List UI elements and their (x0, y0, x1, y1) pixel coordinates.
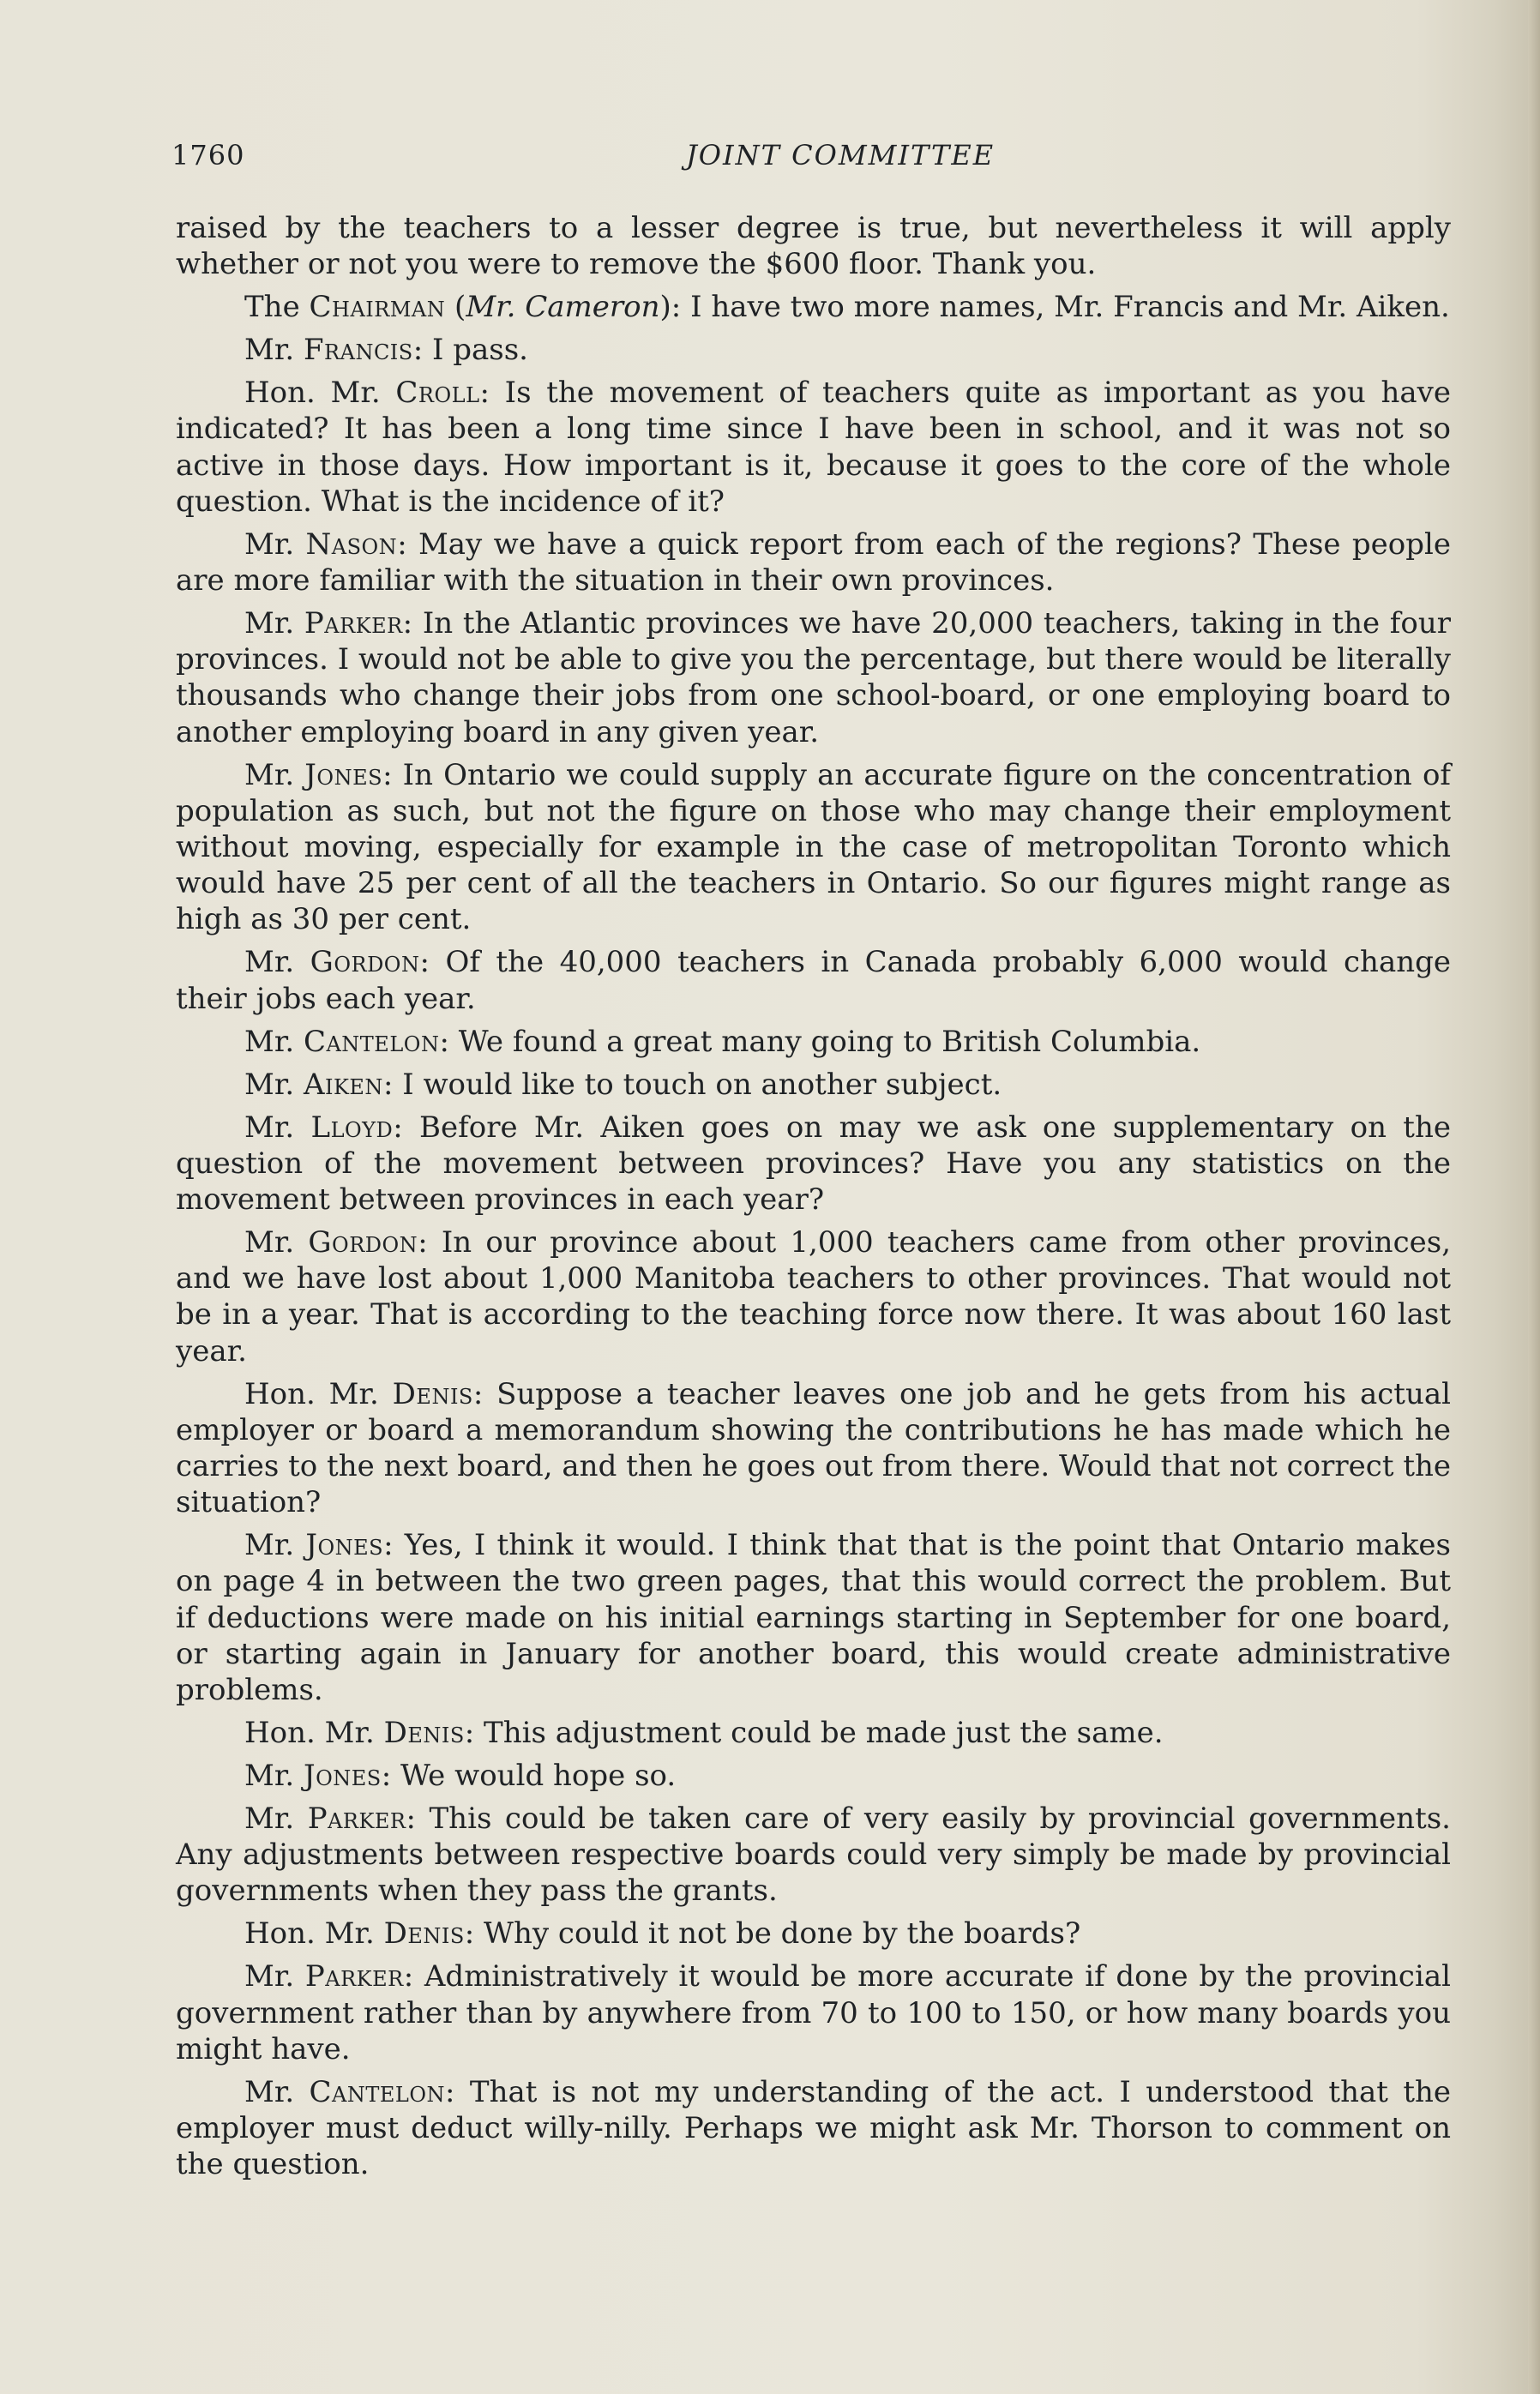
paragraph-croll: Hon. Mr. Croll: Is the movement of teachers quite as important as you have indicated? It has been a long time since I have been in school, and it was not so active in those days. How important is it, because it goes to the core of the whole question. What is the incidence of it? (176, 376, 1451, 519)
paragraph-nason: Mr. Nason: May we have a quick report from each of the regions? These people are more familiar with the situation in their own provinces. (176, 526, 1451, 598)
paragraph-aiken: Mr. Aiken: I would like to touch on another subject. (244, 1067, 1002, 1102)
speaker-name: Denis (383, 1716, 465, 1751)
speaker-name: Parker (304, 606, 403, 641)
speaker-name: Parker (307, 1802, 406, 1837)
paragraph-denis-1: Hon. Mr. Denis: Suppose a teacher leaves one job and he gets from his actual employer or board a memorandum showing the contributions he has made which he carries to the next board, and then he goes out from there. Would that not correct the situation? (176, 1376, 1451, 1520)
page-header (171, 139, 1451, 182)
speaker-name: Gordon (310, 945, 420, 980)
speaker-name: Cantelon (309, 2074, 446, 2109)
speaker-aside: Mr. Cameron (466, 290, 660, 325)
paragraph-continuation: raised by the teachers to a lesser degree is true, but nevertheless it will apply whether or not you were to remove the $600 floor. Thank you. (176, 211, 1451, 282)
speaker-name: Aiken (303, 1067, 383, 1102)
paragraph-denis-3: Hon. Mr. Denis: Why could it not be done by the boards? (244, 1916, 1081, 1952)
speaker-name: Cantelon (303, 1024, 440, 1059)
speaker-name: Chairman (309, 290, 446, 325)
speaker-name: Denis (392, 1376, 473, 1411)
paragraph-gordon-1: Mr. Gordon: Of the 40,000 teachers in Canada probably 6,000 would change their jobs each year. (176, 945, 1451, 1016)
speaker-name: Jones (303, 1759, 382, 1794)
speaker-name: Jones (304, 757, 383, 792)
transcript-body (176, 210, 1451, 2189)
paragraph-gordon-2: Mr. Gordon: In our province about 1,000 teachers came from other provinces, and we have lost about 1,000 Manitoba teachers to other provinces. That would not be in a year. That is according to the teaching force now there. It was about 160 last year. (176, 1225, 1452, 1368)
paragraph-denis-2: Hon. Mr. Denis: This adjustment could be made just the same. (244, 1716, 1164, 1751)
speaker-name: Croll (395, 376, 480, 411)
speaker-name: Nason (305, 526, 398, 562)
paragraph-jones-3: Mr. Jones: We would hope so. (244, 1759, 677, 1794)
paragraph-parker-2: Mr. Parker: This could be taken care of very easily by provincial governments. Any adjustments between respective boards could very simply be made by provincial governments when they pass the grants. (176, 1802, 1451, 1909)
paragraph-lloyd: Mr. Lloyd: Before Mr. Aiken goes on may we ask one supplementary on the question of the movement between provinces? Have you any statistics on the movement between provinces in each year? (176, 1110, 1451, 1218)
paragraph-cantelon-2: Mr. Cantelon: That is not my understanding of the act. I understood that the employer must deduct willy-nilly. Perhaps we might ask Mr. Thorson to comment on the question. (176, 2074, 1452, 2182)
paragraph-jones-2: Mr. Jones: Yes, I think it would. I think that that is the point that Ontario makes on page 4 in between the two green pages, that this would correct the problem. But if deductions were made on his initial earnings starting in September for one board, or starting again in January for another board, this would create administrative problems. (176, 1528, 1451, 1708)
speaker-name: Francis (303, 333, 413, 368)
page-number: 1760 (171, 139, 245, 171)
speaker-name: Denis (383, 1916, 465, 1952)
paragraph-cantelon-1: Mr. Cantelon: We found a great many going to British Columbia. (244, 1024, 1201, 1059)
paragraph-francis: Mr. Francis: I pass. (244, 333, 528, 368)
speaker-name: Parker (304, 1959, 404, 1994)
paragraph-jones-1: Mr. Jones: In Ontario we could supply an accurate figure on the concentration of population as such, but not the figure on those who may change their employment without moving, especially for example in the case of metropolitan Toronto which would have 25 per cent of all the teachers in Ontario. So our figures might range as high as 30 per cent. (176, 757, 1452, 937)
speaker-name: Lloyd (310, 1110, 394, 1145)
page-edge-shadow (1528, 0, 1540, 2394)
speaker-name: Jones (305, 1528, 384, 1563)
speaker-name: Gordon (308, 1225, 418, 1260)
paragraph-chairman: The Chairman (Mr. Cameron): I have two more names, Mr. Francis and Mr. Aiken. (244, 290, 1450, 325)
running-title: JOINT COMMITTEE (685, 139, 996, 171)
paragraph-parker-3: Mr. Parker: Administratively it would be more accurate if done by the provincial government rather than by anywhere from 70 to 100 to 150, or how many boards you might have. (176, 1959, 1451, 2066)
paragraph-parker-1: Mr. Parker: In the Atlantic provinces we have 20,000 teachers, taking in the four provinces. I would not be able to give you the percentage, but there would be literally thousands who change their jobs from one school-board, or one employing board to another employing board in any given year. (176, 606, 1452, 749)
